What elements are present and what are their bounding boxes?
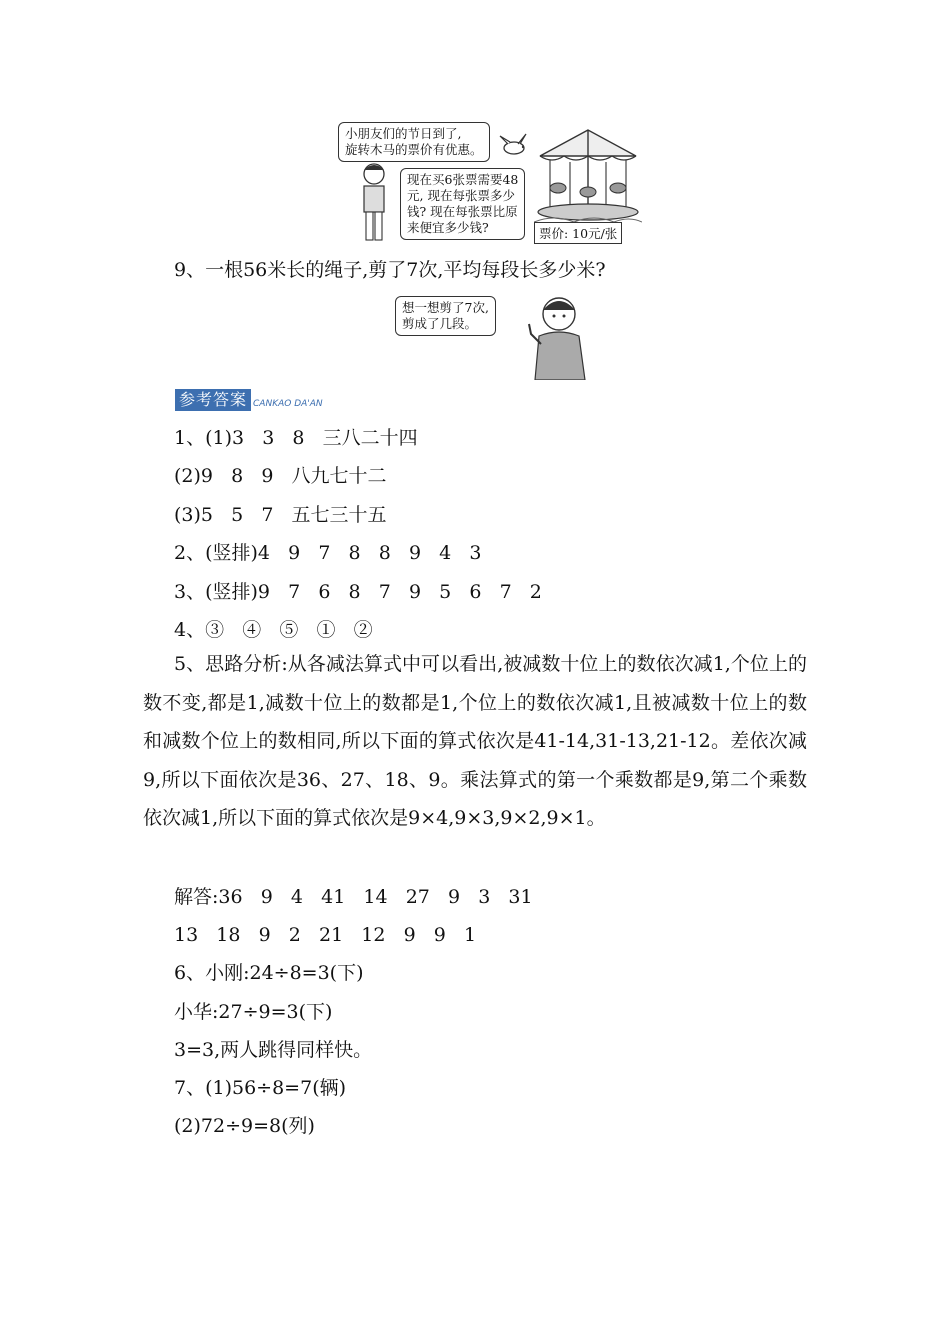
answer-1-1: 1、(1)3 3 8 三八二十四: [174, 427, 418, 449]
answer-3: 3、(竖排)9 7 6 8 7 9 5 6 7 2: [174, 581, 542, 603]
answer-7-1: 7、(1)56÷8=7(辆): [174, 1077, 347, 1099]
answer-1-3: (3)5 5 7 五七三十五: [174, 504, 387, 526]
answer-6-2: 小华:27÷9=3(下): [174, 1001, 333, 1023]
boy-thinking-icon: [527, 292, 589, 380]
speech-bubble-bird: 小朋友们的节日到了, 旋转木马的票价有优惠。: [338, 122, 490, 162]
answer-5-analysis: 5、思路分析:从各减法算式中可以看出,被减数十位上的数依次减1,个位上的数不变,都是1,减数十位上的数都是1,个位上的数依次减1,且被减数十位上的数和减数个位上的数相同,所以下面的算式依次是41-14,31-13,21-12。差依次减9,所以下面依次是36、27、18、9。乘法算式的第一个乘数都是9,第二个乘数依次减1,所以下面的算式依次是9×4,9×3,9×2,9×1。: [143, 653, 807, 829]
answer-header-title: 参考答案: [175, 389, 251, 411]
answer-4: 4、③ ④ ⑤ ① ②: [174, 619, 373, 641]
boy-figure-icon: [356, 162, 392, 244]
bird-icon: [496, 132, 532, 160]
answer-7-2: (2)72÷9=8(列): [174, 1115, 315, 1137]
thinking-boy-illustration: [395, 292, 591, 380]
answer-1-2: (2)9 8 9 八九七十二: [174, 465, 387, 487]
ticket-price-label: 票价: 10元/张: [534, 222, 622, 244]
answer-header-pinyin: CANKAO DA'AN: [253, 399, 323, 409]
answer-5-solution-2: 13 18 9 2 21 12 9 9 1: [174, 924, 477, 946]
carousel-illustration: [338, 122, 643, 245]
question-9: 9、一根56米长的绳子,剪了7次,平均每段长多少米?: [174, 259, 606, 281]
answer-6-1: 6、小刚:24÷8=3(下): [174, 962, 364, 984]
answer-header: [175, 389, 323, 411]
answer-2: 2、(竖排)4 9 7 8 8 9 4 3: [174, 542, 482, 564]
answer-6-3: 3=3,两人跳得同样快。: [174, 1039, 373, 1061]
carousel-icon: [534, 126, 642, 226]
speech-bubble-boy: 现在买6张票需要48 元, 现在每张票多少 钱? 现在每张票比原 来便宜多少钱?: [400, 168, 525, 240]
answer-5-solution-1: 解答:36 9 4 41 14 27 9 3 31: [174, 886, 533, 908]
speech-bubble-hint: 想一想剪了7次, 剪成了几段。: [395, 296, 496, 336]
